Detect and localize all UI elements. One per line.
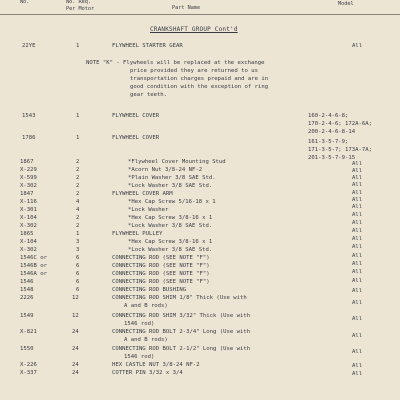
part-number: 1546B or <box>20 263 47 269</box>
model: All <box>352 161 363 167</box>
part-name-continued: 1546 rod) <box>124 354 155 360</box>
part-number: X-104 <box>20 215 37 221</box>
part-number: 22YE <box>22 43 36 49</box>
part-name: *Lock Washer 3/8 SAE Std. <box>128 183 213 189</box>
header-model: Model <box>338 1 354 7</box>
model: 200-2-4-6-8-14 <box>308 129 356 135</box>
part-name: FLYWHEEL COVER ARM <box>112 191 173 197</box>
part-number: 1786 <box>22 135 36 141</box>
qty: 24 <box>72 346 79 352</box>
part-number: X-226 <box>20 362 37 368</box>
part-number: 1847 <box>20 191 34 197</box>
qty: 24 <box>72 329 79 335</box>
model: All <box>352 349 363 355</box>
model: All <box>352 269 363 275</box>
qty: 24 <box>72 362 79 368</box>
model: All <box>352 244 363 250</box>
model: 161-3-5-7-9; <box>308 139 349 145</box>
part-name: *Hex Cap Screw 5/16-18 x 1 <box>128 199 216 205</box>
part-number: 1867 <box>20 159 34 165</box>
header-part-name: Part Name <box>172 5 201 11</box>
part-number: 1550 <box>20 346 34 352</box>
part-name: *Hex Cap Screw 3/8-16 x 1 <box>128 239 213 245</box>
part-number: 1549 <box>20 313 34 319</box>
model: All <box>352 333 363 339</box>
part-name: *Lock Washer 3/8 SAE Std. <box>128 223 213 229</box>
qty: 2 <box>76 215 80 221</box>
model: All <box>352 278 363 284</box>
model: All <box>352 228 363 234</box>
part-name: FLYWHEEL PULLEY <box>112 231 163 237</box>
model: All <box>352 175 363 181</box>
part-number: 1543 <box>22 113 36 119</box>
qty: 12 <box>72 295 79 301</box>
note-line: transportation charges prepaid and are in <box>130 76 269 82</box>
model: All <box>352 190 363 196</box>
part-number: 1548 <box>20 287 34 293</box>
part-number: X-116 <box>20 199 37 205</box>
part-number: X-229 <box>20 167 37 173</box>
part-name: CONNECTING ROD SHIM 1/8" Thick (Use with <box>112 295 247 301</box>
model: 171-3-5-7; 173A-7A; <box>308 147 372 153</box>
part-name: *Lock Washer <box>128 207 169 213</box>
qty: 1 <box>76 113 80 119</box>
qty: 12 <box>72 313 79 319</box>
qty: 3 <box>76 239 80 245</box>
qty: 2 <box>76 167 80 173</box>
model: All <box>352 261 363 267</box>
model: 201-3-5-7-9-15 <box>308 155 356 161</box>
note-line: NOTE "K" - Flywheels will be replaced at the exchange <box>86 60 265 66</box>
part-number: X-104 <box>20 239 37 245</box>
header-divider <box>0 14 400 15</box>
part-name: *Plain Washer 3/8 SAE Std. <box>128 175 216 181</box>
part-name: CONNECTING ROD BOLT 2-3/4" Long (Use with <box>112 329 251 335</box>
part-name: FLYWHEEL COVER <box>112 113 160 119</box>
note-line: price provided they are returned to us <box>130 68 258 74</box>
model: All <box>352 288 363 294</box>
note-line: good condition with the exception of ring <box>130 84 269 90</box>
part-number: X-302 <box>20 247 37 253</box>
qty: 1 <box>76 231 80 237</box>
model: 160-2-4-6-8; <box>308 113 349 119</box>
model: All <box>352 371 363 377</box>
model: All <box>352 212 363 218</box>
part-name-continued: A and B rods) <box>124 303 168 309</box>
part-name: CONNECTING ROD BUSHING <box>112 287 187 293</box>
part-name: *Flywheel Cover Mounting Stud <box>128 159 226 165</box>
qty: 2 <box>76 159 80 165</box>
model: All <box>352 43 363 49</box>
qty: 6 <box>76 271 80 277</box>
model: All <box>352 300 363 306</box>
qty: 1 <box>76 135 80 141</box>
model: All <box>352 236 363 242</box>
header-per-motor: Per Motor <box>66 6 95 12</box>
model: All <box>352 316 363 322</box>
part-number: 1546 <box>20 279 34 285</box>
part-name: HEX CASTLE NUT 3/8-24 NF-2 <box>112 362 200 368</box>
part-number: 1546A or <box>20 271 47 277</box>
qty: 1 <box>76 43 80 49</box>
model: All <box>352 197 363 203</box>
part-name: CONNECTING ROD (SEE NOTE "F") <box>112 271 210 277</box>
qty: 6 <box>76 279 80 285</box>
qty: 4 <box>76 207 80 213</box>
model: All <box>352 182 363 188</box>
part-name: CONNECTING ROD (SEE NOTE "F") <box>112 279 210 285</box>
part-number: 1546C or <box>20 255 47 261</box>
part-number: 2226 <box>20 295 34 301</box>
header-part-no: No. <box>20 0 30 5</box>
model: All <box>352 220 363 226</box>
part-number: 1865 <box>20 231 34 237</box>
part-name: CONNECTING ROD BOLT 2-1/2" Long (Use with <box>112 346 251 352</box>
qty: 6 <box>76 263 80 269</box>
part-number: X-302 <box>20 183 37 189</box>
part-number: X-301 <box>20 207 37 213</box>
part-name: *Hex Cap Screw 3/8-16 x 1 <box>128 215 213 221</box>
note-line: gear teeth. <box>130 92 168 98</box>
part-number: X-302 <box>20 223 37 229</box>
model: All <box>352 363 363 369</box>
part-name: FLYWHEEL STARTER GEAR <box>112 43 183 49</box>
qty: 4 <box>76 199 80 205</box>
part-name: FLYWHEEL COVER <box>112 135 160 141</box>
part-name: CONNECTING ROD (SEE NOTE "F") <box>112 263 210 269</box>
qty: 3 <box>76 247 80 253</box>
header-no-req: No. Req. <box>66 0 91 5</box>
qty: 2 <box>76 223 80 229</box>
model: All <box>352 253 363 259</box>
part-name: COTTER PIN 3/32 x 3/4 <box>112 370 183 376</box>
part-name-continued: 1546 rod) <box>124 321 155 327</box>
qty: 24 <box>72 370 79 376</box>
part-name-continued: A and B rods) <box>124 337 168 343</box>
qty: 2 <box>76 183 80 189</box>
part-name: *Acorn Nut 3/8-24 NF-2 <box>128 167 203 173</box>
part-name: CONNECTING ROD SHIM 3/32" Thick (Use with <box>112 313 251 319</box>
part-name: *Lock Washer 3/8 SAE Std. <box>128 247 213 253</box>
part-name: CONNECTING ROD (SEE NOTE "F") <box>112 255 210 261</box>
model: All <box>352 168 363 174</box>
qty: 2 <box>76 191 80 197</box>
model: 170-2-4-6; 172A-6A; <box>308 121 372 127</box>
part-number: X-599 <box>20 175 37 181</box>
qty: 2 <box>76 175 80 181</box>
qty: 6 <box>76 255 80 261</box>
qty: 6 <box>76 287 80 293</box>
part-number: X-821 <box>20 329 37 335</box>
section-title: CRANKSHAFT GROUP Cont'd <box>150 26 238 33</box>
part-number: X-337 <box>20 370 37 376</box>
model: All <box>352 204 363 210</box>
